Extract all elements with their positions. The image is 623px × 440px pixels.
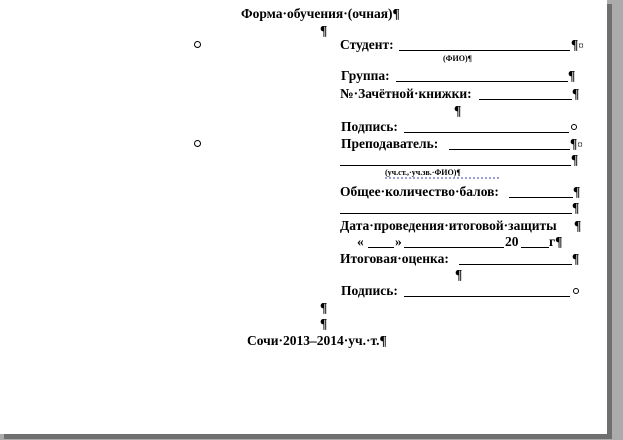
pilcrow-mark: ¶ <box>572 251 580 266</box>
total-points-label: Общее·количество·балов: <box>340 184 499 199</box>
pilcrow-mark: ¶ <box>571 152 579 167</box>
empty-paragraph: ¶ <box>455 267 463 282</box>
date-year-suffix: г¶ <box>549 234 563 249</box>
total-points-blank[interactable] <box>509 197 573 198</box>
page-shadow-bottom <box>4 434 612 439</box>
teacher-label: Преподаватель: <box>341 136 439 151</box>
signature-label: Подпись: <box>341 119 398 134</box>
cell-end-mark: ¤ <box>577 139 583 151</box>
pilcrow-mark: ¶ <box>574 218 582 233</box>
record-book-label: №·Зачётной·книжки: <box>340 86 472 101</box>
empty-paragraph: ¶ <box>320 23 328 38</box>
date-day-blank[interactable] <box>368 247 394 248</box>
footer-line <box>247 333 387 348</box>
date-year-prefix: 20 <box>505 234 519 249</box>
cell-end-circle <box>571 124 577 130</box>
date-month-blank[interactable] <box>404 247 504 248</box>
empty-paragraph: ¶ <box>454 103 462 118</box>
signature-blank[interactable] <box>404 132 569 133</box>
pilcrow-mark: ¶ <box>573 184 581 199</box>
form-title-text: Форма·обучения·(очная) <box>241 6 393 21</box>
empty-paragraph: ¶ <box>320 316 328 331</box>
cell-end-circle <box>573 288 579 294</box>
stray-mark <box>98 0 99 6</box>
student-hint: (ФИО)¶ <box>443 54 472 63</box>
teacher-blank[interactable] <box>449 149 570 150</box>
pilcrow-mark: ¶ <box>572 200 580 215</box>
teacher-blank-2[interactable] <box>340 165 571 166</box>
group-label: Группа: <box>341 68 390 83</box>
signature-blank-2[interactable] <box>404 296 570 297</box>
group-blank[interactable] <box>396 81 568 82</box>
student-line-end: ¶¤ <box>571 37 584 52</box>
defense-date-label: Дата·проведения·итоговой·защиты <box>340 218 557 233</box>
pilcrow-mark: ¶ <box>392 6 400 21</box>
table-cell-marker <box>194 140 201 147</box>
empty-paragraph: ¶ <box>320 300 328 315</box>
date-close-quote: » <box>395 234 402 249</box>
final-grade-label: Итоговая·оценка: <box>340 251 449 266</box>
cell-end-mark: ¤ <box>578 40 584 52</box>
footer-city-years: Сочи·2013–2014·уч.·т. <box>247 333 380 348</box>
spellcheck-underline <box>385 177 501 179</box>
student-blank[interactable] <box>399 50 570 51</box>
date-open-quote: « <box>357 234 364 249</box>
record-book-blank[interactable] <box>479 99 572 100</box>
total-points-blank-2[interactable] <box>340 213 572 214</box>
form-title <box>241 6 400 21</box>
teacher-line-end: ¶¤ <box>570 136 583 151</box>
table-cell-marker <box>194 41 201 48</box>
pilcrow-mark: ¶ <box>379 333 387 348</box>
teacher-hint: (уч.ст.,·уч.зв.·ФИО)¶ <box>385 168 461 177</box>
signature-label-2: Подпись: <box>341 283 398 298</box>
pilcrow-mark: ¶ <box>568 68 576 83</box>
date-year-blank[interactable] <box>521 247 549 248</box>
pilcrow-mark: ¶ <box>572 86 580 101</box>
page-shadow-right <box>607 4 612 438</box>
student-label: Студент: <box>340 37 394 52</box>
final-grade-blank[interactable] <box>459 264 572 265</box>
